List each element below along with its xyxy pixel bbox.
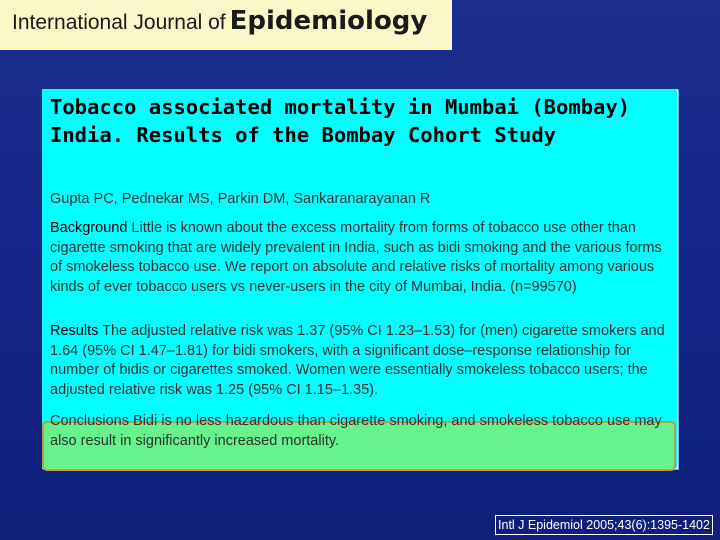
- results-label: Results: [50, 323, 99, 339]
- citation-box: Intl J Epidemiol 2005;43(6):1395-1402: [495, 515, 713, 535]
- background-paragraph: [50, 219, 672, 297]
- background-label: Background: [50, 220, 128, 236]
- conclusions-label: Conclusions: [50, 413, 129, 429]
- results-paragraph: [50, 322, 672, 400]
- journal-title: [12, 6, 427, 36]
- journal-title-prefix: International Journal of: [12, 11, 226, 34]
- journal-title-main: Epidemiology: [229, 6, 428, 36]
- conclusions-text: Bidi is no less hazardous than cigarette smoking, and smokeless tobacco use may also result in significantly increased mortality.: [50, 413, 662, 449]
- article-title: Tobacco associated mortality in Mumbai (Bombay) India. Results of the Bombay Cohort Study: [50, 95, 631, 147]
- conclusions-paragraph: [50, 412, 672, 451]
- results-text: The adjusted relative risk was 1.37 (95% CI 1.23–1.53) for (men) cigarette smokers and 1.64 (95% CI 1.47–1.81) for bidi smokers, with a significant dose–response relationship for number of bidis or cigarettes smoked. Women were essentially smokeless tobacco users; the adjusted relative risk was 1.25 (95% CI 1.15–1.35).: [50, 323, 665, 398]
- background-text: Little is known about the excess mortality from forms of tobacco use other than cigarette smoking that are widely prevalent in India, such as bidi smoking and the various forms of smokeless tobacco use. We report on absolute and relative risks of mortality among various kinds of ever tobacco users vs never-users in the city of Mumbai, India. (n=99570): [50, 220, 662, 295]
- authors: Gupta PC, Pednekar MS, Parkin DM, Sankaranarayanan R: [50, 191, 431, 207]
- journal-banner: [0, 0, 452, 50]
